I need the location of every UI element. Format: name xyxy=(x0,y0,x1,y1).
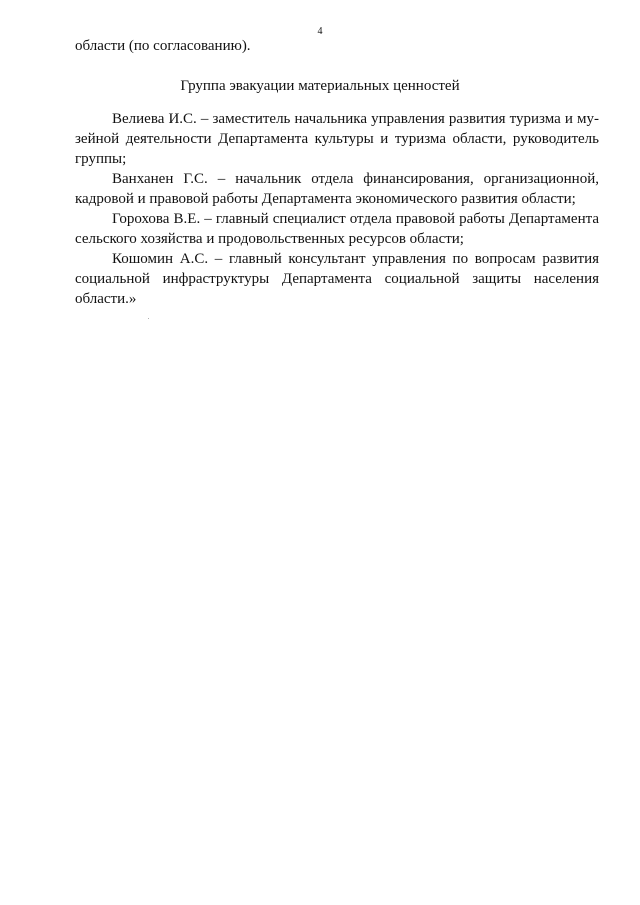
scan-speck xyxy=(148,318,149,319)
list-item: Горохова В.Е. – главный специалист отдела правовой работы Департамента сельского хозяйства и продовольственных ресурсов области; xyxy=(75,211,599,247)
page-number: 4 xyxy=(317,26,323,37)
list-item: Ванханен Г.С. – начальник отдела финансирования, организационной, кадровой и правовой работы Департамента экономического развития области; xyxy=(75,171,599,207)
list-item: Велиева И.С. – заместитель начальника управления развития туризма и музейной деятельности Департамента культуры и туризма области, руководитель группы; xyxy=(75,111,599,167)
continuation-line: области (по согласованию). xyxy=(75,38,251,54)
member-list xyxy=(75,109,599,309)
list-item: Кошомин А.С. – главный консультант управления по вопросам развития социальной инфраструктуры Департамента социальной защиты населения области.» xyxy=(75,251,599,307)
section-heading: Группа эвакуации материальных ценностей xyxy=(180,78,460,94)
